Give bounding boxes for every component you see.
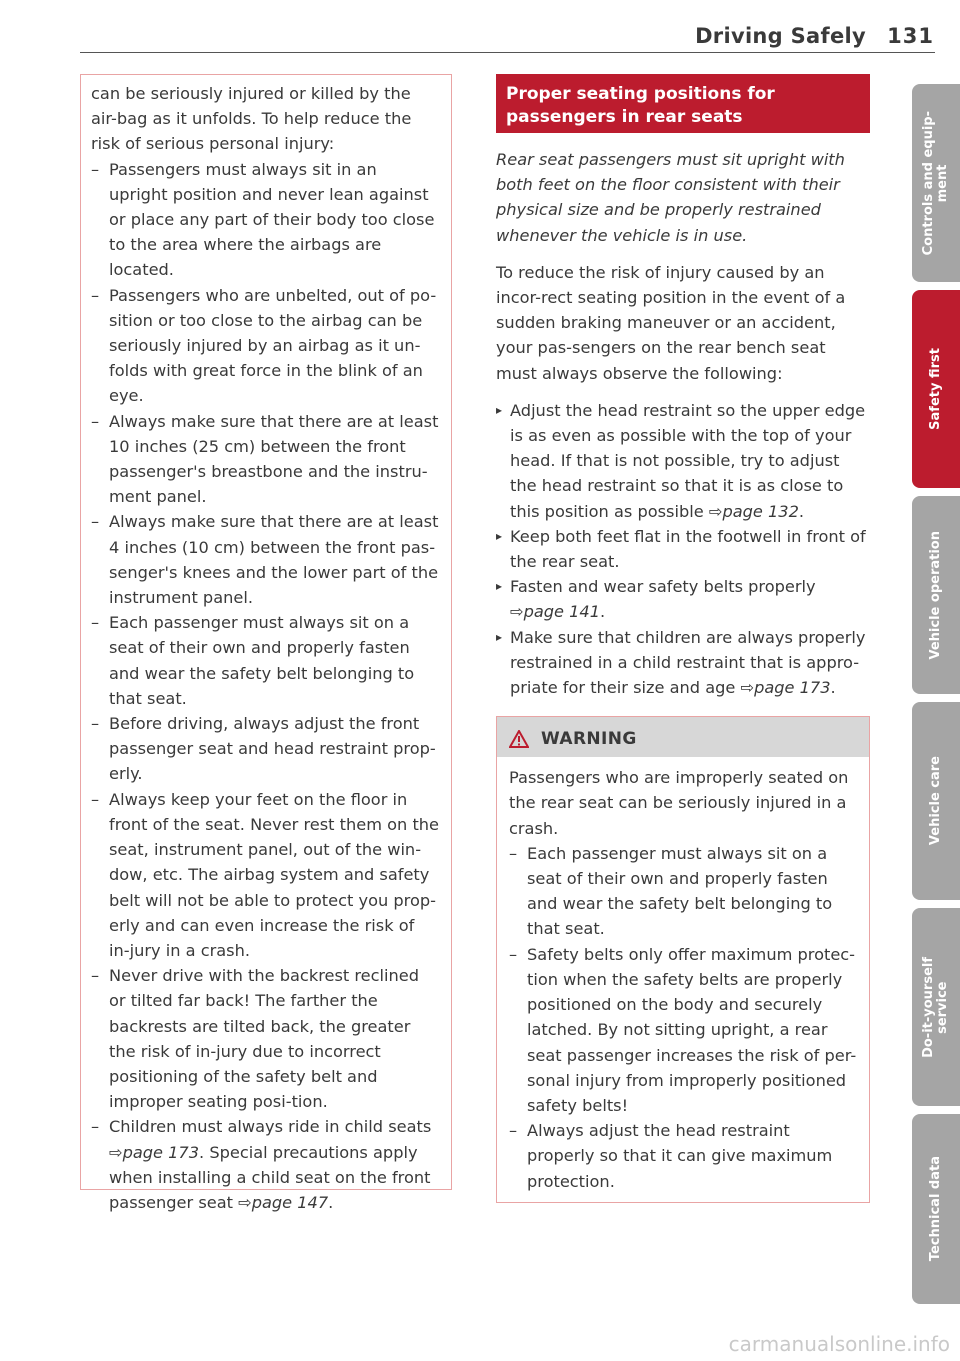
- warning-triangle-icon: [509, 730, 529, 748]
- tab-safety-first[interactable]: Safety first: [912, 290, 960, 488]
- left-warning-continuation-box: [80, 74, 452, 1212]
- tab-controls-and-equipment[interactable]: Controls and equip- ment: [912, 84, 960, 282]
- left-list-item: – Never drive with the backrest reclined or tilted far back! The farther the backrests are tilted back, the greater the risk of in-jury due to incorrect positioning of the safety belt and improper seating posi-tion.: [91, 963, 439, 1114]
- tab-do-it-yourself-service[interactable]: Do-it-yourself service: [912, 908, 960, 1106]
- left-list-item: – Always make sure that there are at least 4 inches (10 cm) between the front pas-senger's knees and the lower part of the instrument panel.: [91, 509, 439, 610]
- tab-vehicle-care[interactable]: Vehicle care: [912, 702, 960, 900]
- instruction-list: [496, 398, 870, 700]
- section-title: Driving Safely: [695, 24, 866, 48]
- instruction-item: ▸ Keep both feet flat in the footwell in front of the rear seat.: [496, 524, 870, 574]
- chapter-tabs: [912, 0, 960, 1361]
- warning-title: WARNING: [541, 729, 637, 750]
- instruction-item: ▸ Make sure that children are always properly restrained in a child restraint that is appro-priate for their size and age ⇨page 173.: [496, 625, 870, 701]
- page-141-link[interactable]: ⇨page 141: [510, 602, 601, 622]
- left-list-item: – Passengers who are unbelted, out of po-sition or too close to the airbag can be seriously injured by an airbag as it un-folds with great force in the blink of an eye.: [91, 283, 439, 409]
- warning-lead: Passengers who are improperly seated on the rear seat can be seriously injured in a crash.: [509, 768, 849, 838]
- warning-body: [497, 757, 869, 1201]
- tab-vehicle-operation[interactable]: Vehicle operation: [912, 496, 960, 694]
- page-173-link[interactable]: ⇨page 173: [109, 1142, 200, 1162]
- page-number: 131: [887, 24, 934, 48]
- left-list-item: – Each passenger must always sit on a seat of their own and properly fasten and wear the safety belt belonging to that seat.: [91, 610, 439, 711]
- warning-list-item: – Each passenger must always sit on a seat of their own and properly fasten and wear the safety belt belonging to that seat.: [509, 841, 861, 942]
- left-list-item: – Always keep your feet on the floor in front of the seat. Never rest them on the seat, instrument panel, out of the win-dow, etc. The airbag system and safety belt will not be able to protect you prop-erly and can even increase the risk of in-jury in a crash.: [91, 787, 439, 963]
- intro-text: Rear seat passengers must sit upright with both feet on the floor consistent with their physical size and be properly restrained whenever the vehicle is in use.: [496, 150, 845, 245]
- right-column: [496, 74, 870, 1203]
- warning-box: [496, 716, 870, 1202]
- watermark: carmanualsonline.info: [728, 1332, 950, 1356]
- header-rule: [80, 52, 935, 53]
- left-list-item: – Always make sure that there are at least 10 inches (25 cm) between the front passenger's breastbone and the instru-ment panel.: [91, 409, 439, 510]
- page-132-link[interactable]: ⇨page 132: [708, 501, 799, 521]
- page-147-link[interactable]: ⇨page 147: [238, 1192, 329, 1212]
- left-lead-text: can be seriously injured or killed by the air-bag as it unfolds. To help reduce the risk of serious personal injury:: [91, 84, 412, 154]
- left-dash-list: [91, 157, 439, 1216]
- warning-list: [509, 841, 861, 1194]
- warning-list-item: – Safety belts only offer maximum protec-tion when the safety belts are properly positioned on the body and securely latched. By not sitting upright, a rear seat passenger increases the risk of per-sonal injury from improperly positioned safety belts!: [509, 942, 861, 1118]
- section-heading: Proper seating positions for passengers in rear seats: [496, 74, 870, 133]
- instruction-item: ▸ Fasten and wear safety belts properly ⇨page 141.: [496, 574, 870, 624]
- page-173-link[interactable]: ⇨page 173: [740, 678, 831, 698]
- left-list-item-children: – Children must always ride in child seats ⇨page 173. Special precautions apply when installing a child seat on the front passenger seat ⇨page 147.: [91, 1114, 439, 1215]
- warning-header: [497, 717, 869, 757]
- left-list-item: – Passengers must always sit in an upright position and never lean against or place any part of their body too close to the area where the airbags are located.: [91, 157, 439, 283]
- warning-list-item: – Always adjust the head restraint properly so that it can give maximum protection.: [509, 1118, 861, 1194]
- instruction-item: ▸ Adjust the head restraint so the upper edge is as even as possible with the top of your head. If that is not possible, try to adjust the head restraint so that it is as close to this position as possible ⇨page 132.: [496, 398, 870, 524]
- tab-technical-data[interactable]: Technical data: [912, 1114, 960, 1304]
- body-paragraph: To reduce the risk of injury caused by an incor-rect seating position in the event of a sudden braking maneuver or an accident, your pas-sengers on the rear bench seat must always observe the following:: [496, 262, 846, 383]
- left-list-item: – Before driving, always adjust the front passenger seat and head restraint prop-erly.: [91, 711, 439, 787]
